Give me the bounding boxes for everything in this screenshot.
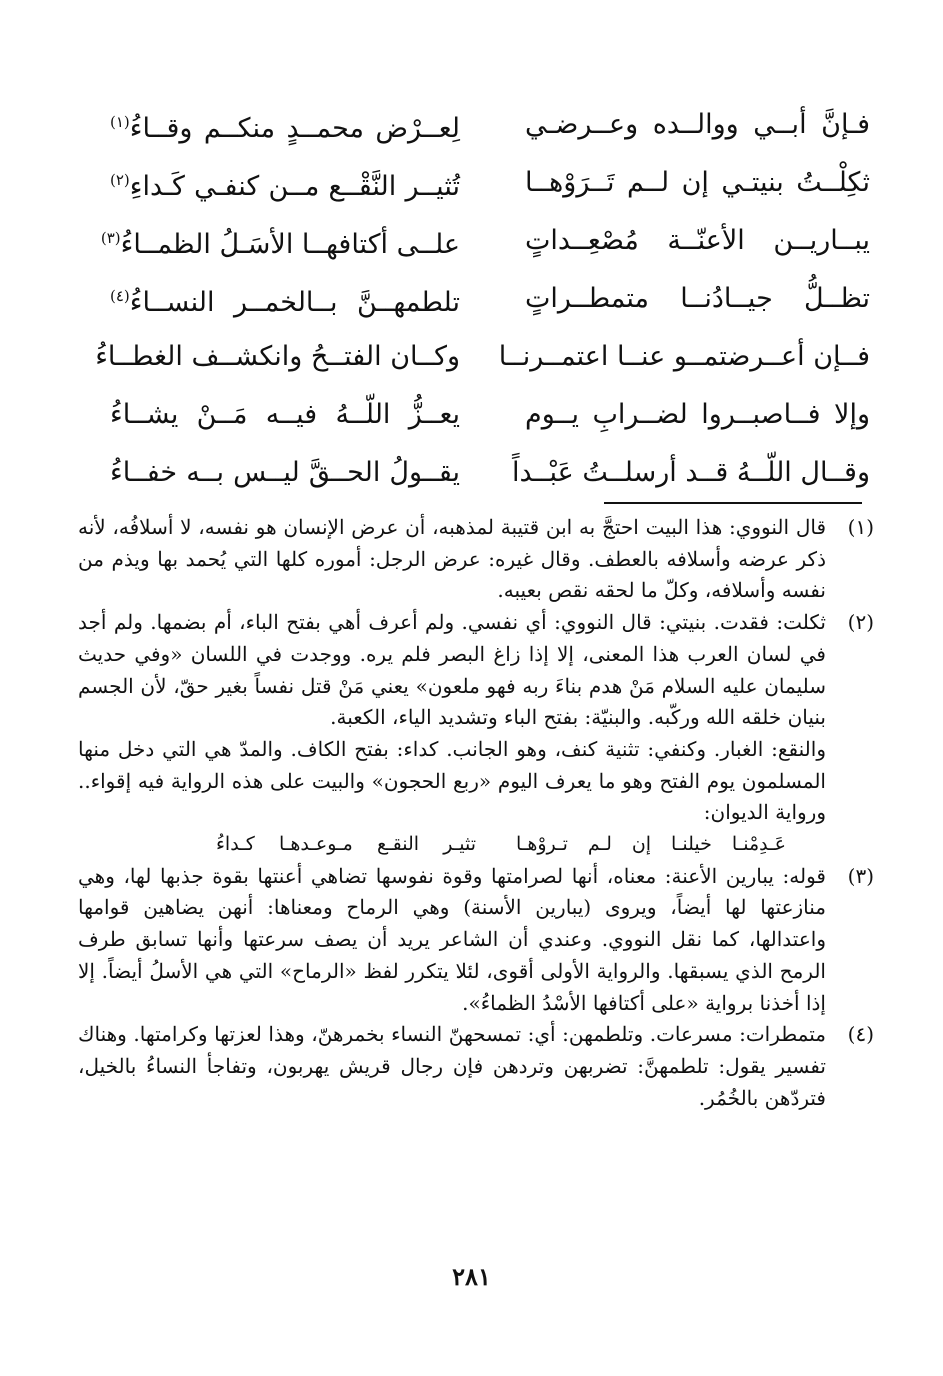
second-hemistich: علــى أكتافهــا الأسَـلُ الظمــاءُ$^{(٣)}$ (100, 228, 460, 260)
page-number: ٢٨١ (452, 1262, 491, 1291)
second-hemistich: وكــان الفتــحُ وانكشــف الغطــاءُ (95, 341, 460, 372)
footnote-paragraph: قال النووي: هذا البيت احتجَّ به ابن قتيبة لمذهبه، أن عرض الإنسان هو نفسه، لا أسلافُه، لأنه ذكر عرضه وأسلافه بالعطف. وقال غيره: عرض الرجل: أموره كلها التي يُحمد بها ويذم من نفسه وأسلافه، وكلّ ما لحقه نقص بعيبه. (78, 515, 826, 603)
verse-line (95, 328, 870, 386)
quoted-first-hemistich: عَـدِمْنـا خيلنـا إن لـم تـروْهـا (516, 833, 786, 856)
footnote (78, 512, 874, 607)
first-hemistich: وإلا فــاصبــروا لضــرابِ يــوم (525, 399, 870, 430)
second-hemistich: تُثيــر النَّقْــع مــن كنفـي كَـداءِ$^{(٢)}$ (110, 170, 460, 202)
verse-line (100, 212, 870, 270)
verse-line (110, 154, 870, 212)
quoted-second-hemistich: تثيـر النقـع مـوعـدهـا كـداءُ (216, 833, 476, 856)
footnotes (78, 512, 874, 1114)
footnote-ref: (١) (110, 112, 130, 131)
footnote-divider (604, 502, 862, 504)
footnote-text (78, 861, 826, 1020)
first-hemistich: فـإنَّ أبــي ووالــده وعــرضـي (525, 109, 870, 140)
footnote-text (78, 1019, 826, 1114)
footnote-paragraph: متمطرات: مسرعات. وتلطمهن: أي: تمسحهنّ النساء بخمرهنّ، وهذا لعزتها وكرامتها. وهناك تفسير يقول: تلطمهنَّ: تضربهن وتردهن فإن رجال قريش يهربون، وتفاجأ النساءُ بالخيل، فتردّهن بالخُمُر. (78, 1022, 826, 1110)
footnote-ref: (٢) (110, 170, 130, 189)
footnote-text (78, 607, 826, 861)
footnote (78, 1019, 874, 1114)
quoted-verse (78, 829, 826, 861)
verse-line (110, 386, 870, 444)
verse-line (110, 270, 870, 328)
footnote-number: (٤) (847, 1022, 874, 1047)
first-hemistich: ثكِلْــتُ بنيتـي إن لــم تَــرَوْهــا (525, 167, 870, 198)
footnote (78, 861, 874, 1020)
second-hemistich: تلطمهــنَّ بــالخمــر النســاءُ$^{(٤)}$ (110, 286, 460, 318)
footnote-number: (٣) (847, 863, 874, 888)
second-hemistich: يقــولُ الحــقَّ ليــس بــه خفــاءُ (110, 457, 460, 488)
verse-line (110, 96, 870, 154)
first-hemistich: وقــال اللّــهُ قــد أرسلــتُ عَبْــداً (512, 457, 870, 488)
first-hemistich: تظــلُّ جيــادُنــا متمطــراتٍ (525, 283, 870, 314)
footnote-paragraph: ثكلت: فقدت. بنيتي: قال النووي: أي نفسي. ولم أعرف أهي بفتح الباء، أم بضمها. ولم أجد في لسان العرب هذا المعنى، إلا إذا زاغ البصر فلم يره. ووجدت في اللسان «وفي حديث سليمان عليه السلام مَنْ هدم بناءَ ربه فهو ملعون» يعني مَنْ قتل نفساً بغير حقّ، لأن الجسم بنيان خلقه الله وركّبه. والبنيّة: بفتح الباء وتشديد الياء، الكعبة. (78, 610, 826, 730)
first-hemistich: فــإن أعــرضتمــو عنــا اعتمــرنــا (498, 341, 870, 372)
verse-line (110, 444, 870, 502)
footnote-ref: (٣) (100, 228, 121, 247)
footnote (78, 607, 874, 861)
second-hemistich: لِعــرْض محمــدٍ منكــم وقــاءُ$^{(١)}$ (110, 112, 460, 144)
poem (95, 96, 870, 502)
footnote-paragraph: قوله: يبارين الأعنة: معناه، أنها لصرامتها وقوة نفوسها تضاهي أعنتها بقوة جذبها لها، وهي منازعتها لها أيضاً، ويروى (يبارين الأسنة) وهي الرماح ومعناها: أنهن يضاهين قوامها واعتدالها، كما نقل النووي. وعندي أن الشاعر يريد أن يصف سرعتها وأنها تسابق طرف الرمح الذي يسبقها. والرواية الأولى أقوى، لئلا يتكرر لفظ «الرماح» التي هي الأسلُ أيضاً. إلا إذا أخذنا برواية «على أكتافها الأسْدُ الظماءُ». (78, 863, 826, 1015)
footnote-number: (١) (847, 515, 874, 539)
footnote-text (78, 512, 826, 607)
footnote-number: (٢) (847, 610, 874, 635)
second-hemistich: يعــزُّ اللّــهُ فيــه مَــنْ يشــاءُ (110, 399, 460, 430)
footnote-ref: (٤) (110, 286, 130, 305)
footnote-paragraph: والنقع: الغبار. وكنفي: تثنية كنف، وهو الجانب. كداء: بفتح الكاف. والمدّ هي التي دخل منها المسلمون يوم الفتح وهو ما يعرف اليوم «ربع الحجون» والبيت على هذه الرواية فيه إقواء.. ورواية الديوان: (78, 736, 826, 825)
first-hemistich: يبــاريــن الأعنّــة مُصْعِــداتٍ (525, 225, 870, 256)
